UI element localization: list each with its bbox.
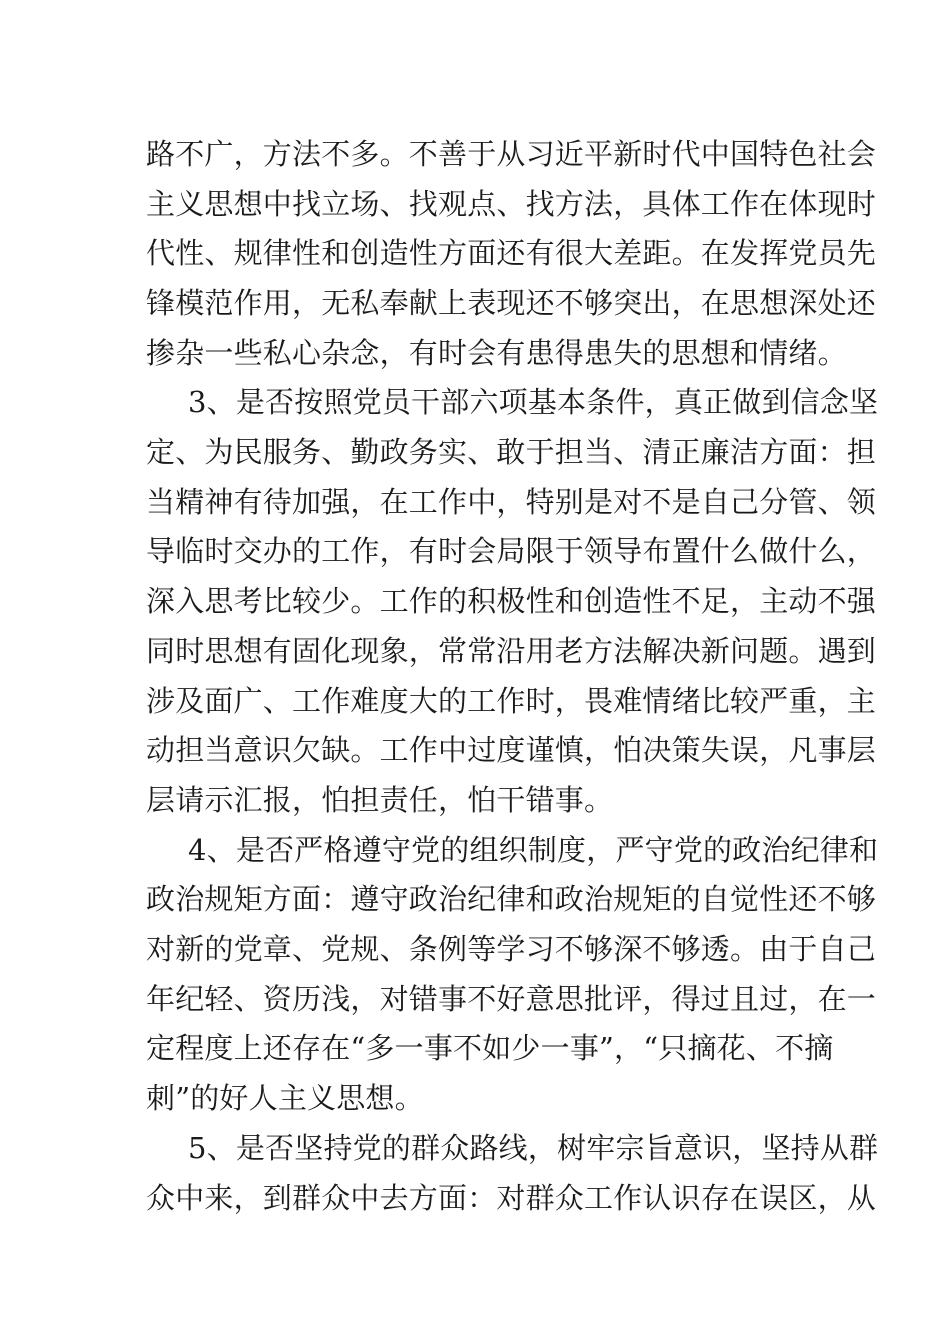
text-line: 代性、规律性和创造性方面还有很大差距。在发挥党员先 <box>146 236 877 270</box>
text-line: 定程度上还存在“多一事不如少一事”，“只摘花、不摘 <box>146 1031 834 1065</box>
text-line: 动担当意识欠缺。工作中过度谨慎，怕决策失误，凡事层 <box>146 733 877 767</box>
text-line: 当精神有待加强，在工作中，特别是对不是自己分管、领 <box>146 485 877 519</box>
text-line: 导临时交办的工作，有时会局限于领导布置什么做什么， <box>146 534 877 568</box>
text-line: 定、为民服务、勤政务实、敢于担当、清正廉洁方面：担 <box>146 435 877 469</box>
text-line: 年纪轻、资历浅，对错事不好意思批评，得过且过，在一 <box>146 982 877 1016</box>
text-line: 同时思想有固化现象，常常沿用老方法解决新问题。遇到 <box>146 634 877 668</box>
section-3-heading-line: 3、是否按照党员干部六项基本条件，真正做到信念坚 <box>188 385 879 419</box>
text-line: 路不广，方法不多。不善于从习近平新时代中国特色社会 <box>146 137 877 171</box>
text-line: 涉及面广、工作难度大的工作时，畏难情绪比较严重，主 <box>146 684 877 718</box>
text-line: 对新的党章、党规、条例等学习不够深不够透。由于自己 <box>146 932 877 966</box>
text-line: 掺杂一些私心杂念，有时会有患得患失的思想和情绪。 <box>146 336 847 370</box>
text-line: 锋模范作用，无私奉献上表现还不够突出，在思想深处还 <box>146 286 877 320</box>
text-line: 深入思考比较少。工作的积极性和创造性不足，主动不强 <box>146 584 877 618</box>
text-line: 众中来，到群众中去方面：对群众工作认识存在误区，从 <box>146 1181 877 1215</box>
text-line: 层请示汇报，怕担责任，怕干错事。 <box>146 783 614 817</box>
section-4-heading-line: 4、是否严格遵守党的组织制度，严守党的政治纪律和 <box>188 833 879 867</box>
text-line: 主义思想中找立场、找观点、找方法，具体工作在体现时 <box>146 187 877 221</box>
section-5-heading-line: 5、是否坚持党的群众路线，树牢宗旨意识，坚持从群 <box>188 1131 879 1165</box>
text-line: 刺”的好人主义思想。 <box>146 1081 424 1115</box>
text-line: 政治规矩方面：遵守政治纪律和政治规矩的自觉性还不够 <box>146 882 877 916</box>
